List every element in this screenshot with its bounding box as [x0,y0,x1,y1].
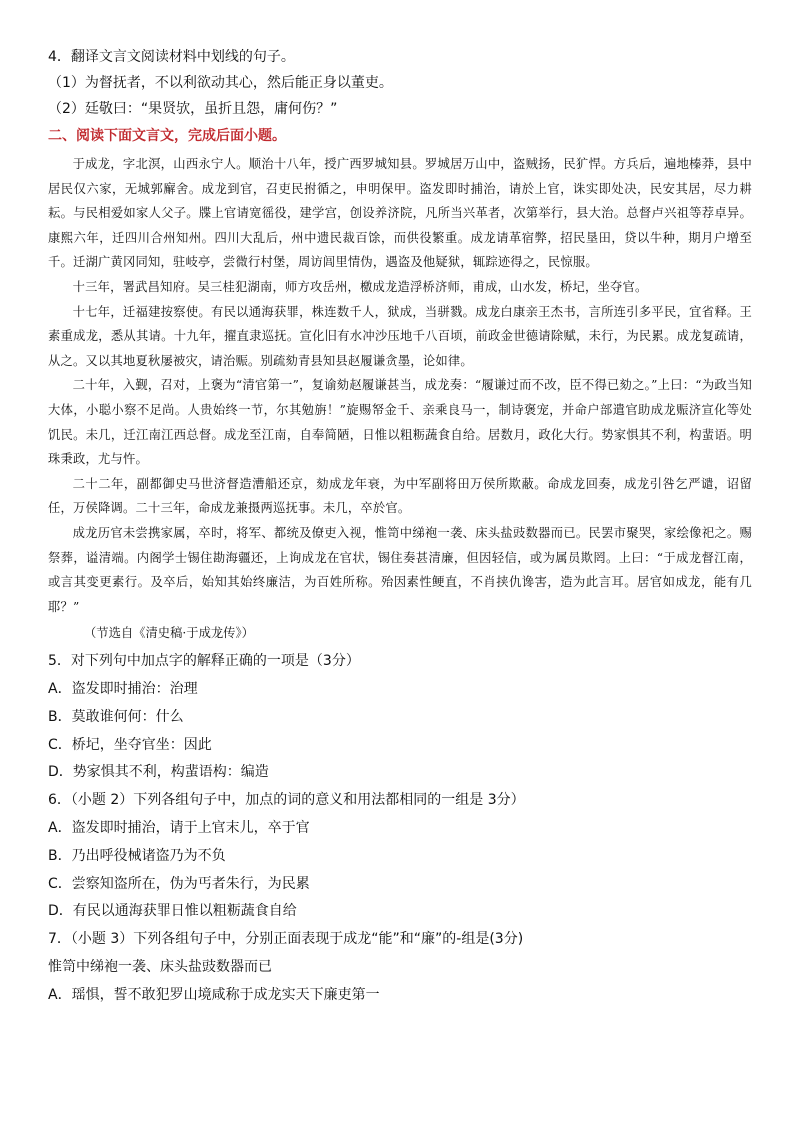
section-heading: 二、阅读下面文言文，完成后面小题。 [48,128,286,144]
question-4-item-2: （2）廷敬曰：“果贤欤，虽折且怨，庸何伤？” [48,101,338,117]
passage-paragraph: 二十年，入觐，召对，上褒为“清官第一”，复谕劾赵履谦甚当，成龙奏：“履谦过而不改，臣不得已劾之。”上曰：“为政当知大体，小聪小察不足尚。人贵始终一节，尔其勉旃！”旋赐帑金千、亲乘良马一，制诗褒宠，并命户部遣官助成龙赈济宣化等处饥民。未几，迁江南江西总督。成龙至江南，自奉简陋，日惟以粗粝蔬食自给。居数月，政化大行。势家惧其不利，构蜚语。明珠秉政，尤与忤。 [48,378,752,467]
classical-chinese-passage [48,152,752,619]
question-5-option-c: C．桥圮，坐夺官坐：因此 [48,736,212,753]
question-6-option-c: C．尝察知盗所在，伪为丐者朱行，为民累 [48,875,310,892]
question-7-prompt: 7．（小题 3）下列各组句子中，分别正面表现于成龙“能”和“廉”的-组是(3分) [48,931,524,948]
passage-paragraph: 十七年，迁福建按察使。有民以通海获罪，株连数千人，狱成，当骈戮。成龙白康亲王杰书，言所连引多平民，宜省释。王素重成龙，悉从其请。十九年，擢直隶巡抚。宣化旧有水冲沙压地千八百顷，前政金世德请除赋，未行，为民累。成龙复疏请，从之。又以其地夏秋屡被灾，请治赈。别疏劾青县知县赵履谦贪墨，论如律。 [48,304,752,368]
question-6-option-b: B．乃出呼役械诸盗乃为不负 [48,847,226,864]
question-6-prompt: 6．（小题 2）下列各组句子中，加点的词的意义和用法都相同的一组是 3分） [48,792,525,809]
passage-source: （节选自《清史稿·于成龙传》） [84,626,254,641]
passage-paragraph: 成龙历官未尝携家属，卒时，将军、都统及僚吏入视，惟笥中绨袍一袭、床头盐豉数器而已。民罢市聚哭，家绘像祀之。赐祭葬，谥清端。内阁学士锡住勘海疆还，上询成龙在官状，锡住奏甚清廉，但因轻信，或为属员欺罔。上曰：“于成龙督江南，或言其变更素行。及卒后，始知其始终廉洁，为百姓所称。殆因素性鲠直，不肖挟仇谗害，造为此言耳。居官如成龙，能有几耶？” [48,525,752,614]
question-5-option-a: A．盗发即时捕治：治理 [48,681,198,698]
question-5-option-d: D．势家惧其不利，构蜚语构：编造 [48,764,269,781]
question-4-prompt: 4．翻译文言文阅读材料中划线的句子。 [48,49,295,65]
question-list [48,648,752,1009]
question-6-option-d: D．有民以通海获罪日惟以粗粝蔬食自给 [48,903,297,920]
passage-paragraph: 二十二年，副都御史马世济督造漕船还京，劾成龙年衰，为中军副将田万侯所欺蔽。命成龙回奏，成龙引咎乞严谴，诏留任，万侯降调。二十三年，命成龙兼摄两巡抚事。未几，卒於官。 [48,476,752,516]
question-7-option-a: A．瑶惧，誓不敢犯罗山境咸称于成龙实天下廉吏第一 [48,986,380,1003]
passage-paragraph: 于成龙，字北溟，山西永宁人。顺治十八年，授广西罗城知县。罗城居万山中，盗贼扬，民犷悍。方兵后，遍地榛莽，县中居民仅六家，无城郭廨舍。成龙到官，召吏民拊循之，申明保甲。盗发即时捕治，请於上官，诛实即处决，民安其居，尽力耕耘。与民相爱如家人父子。牒上官请宽徭役，建学宫，创设养济院，凡所当兴革者，次第举行，县大治。总督卢兴祖等荐卓异。康熙六年，迁四川合州知州。四川大乱后，州中遗民裁百馀，而供役繁重。成龙请革宿弊，招民垦田，贷以牛种，期月户增至千。迁湖广黄冈同知，驻岐亭，尝微行村堡，周访闾里情伪，遇盗及他疑狱，辄踪迹得之，民惊服。 [48,157,752,270]
question-6-option-a: A．盗发即时捕治，请于上官末儿，卒于官 [48,820,310,837]
question-7-line: 惟笥中绨袍一袭、床头盐豉数器而已 [48,959,272,976]
question-4-item-1: （1）为督抚者，不以利欲动其心，然后能正身以董吏。 [48,75,393,91]
passage-paragraph: 十三年，署武昌知府。吴三桂犯湖南，师方攻岳州，檄成龙造浮桥济师，甫成，山水发，桥圮，坐夺官。 [72,279,648,294]
question-5-prompt: 5．对下列句中加点字的解释正确的一项是（3分） [48,653,360,670]
question-5-option-b: B．莫敢谁何何：什么 [48,708,184,725]
